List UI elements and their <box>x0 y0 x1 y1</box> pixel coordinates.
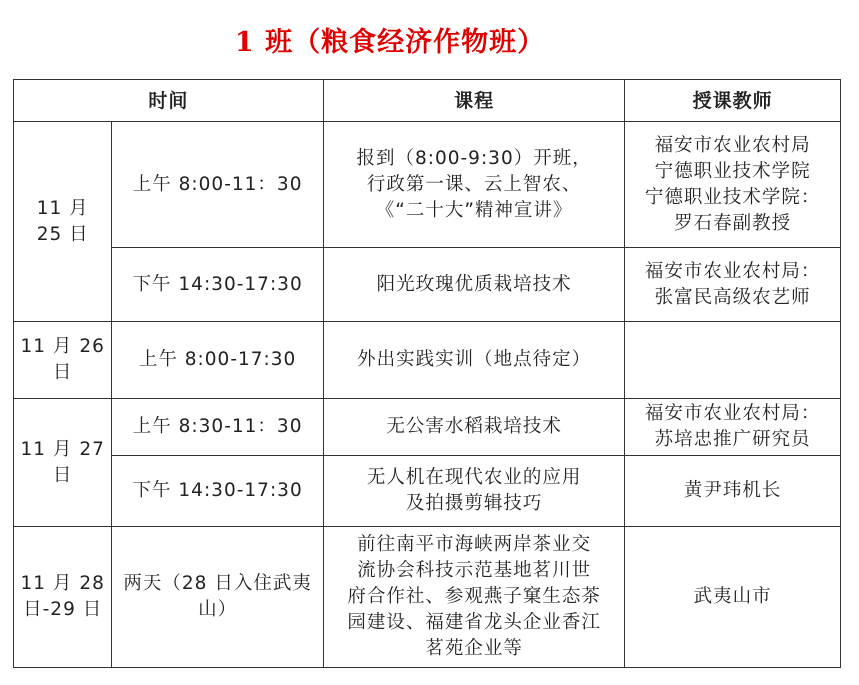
teacher-cell <box>625 527 841 668</box>
cell-line: 行政第一课、云上智农、 <box>366 173 582 195</box>
time-cell: 上午 8:30-11：30 <box>112 399 323 456</box>
header-time: 时间 <box>14 80 324 122</box>
time-text: 两天（28 日入住武夷山） <box>123 573 312 620</box>
cell-line: 及拍摄剪辑技巧 <box>405 493 543 514</box>
time-cell: 上午 8:00-17:30 <box>112 322 323 399</box>
cell-line: 茗苑企业等 <box>425 638 523 659</box>
teacher-cell <box>625 399 841 456</box>
date-text: 11 月 28 日-29 日 <box>20 573 105 620</box>
page-title: 1 班（粮食经济作物班） <box>234 27 546 58</box>
cell-line: 宁德职业技术学院： <box>644 186 821 208</box>
cell-line: 张富民高级农艺师 <box>654 286 811 308</box>
cell-line: 罗石春副教授 <box>674 212 792 234</box>
teacher-cell <box>625 248 841 322</box>
cell-line: 前往南平市海峡两岸茶业交 <box>357 534 592 555</box>
course-cell <box>323 322 624 399</box>
cell-line: 《“二十大”精神宣讲》 <box>375 199 573 221</box>
table-header-row <box>14 80 841 122</box>
teacher-cell <box>625 322 841 399</box>
cell-line: 报到（8:00-9:30）开班， <box>356 147 592 169</box>
cell-line: 无公害水稻栽培技术 <box>386 416 562 437</box>
date-text: 11 月 25 日 <box>36 197 89 245</box>
cell-line: 福安市农业农村局 <box>654 134 811 156</box>
table-row <box>14 456 841 527</box>
date-cell <box>14 122 112 322</box>
table-row <box>14 527 841 668</box>
course-cell <box>323 399 624 456</box>
cell-line: 福安市农业农村局： <box>644 260 821 282</box>
time-cell: 下午 14:30-17:30 <box>112 456 323 527</box>
date-text: 11 月 27 日 <box>20 438 105 486</box>
cell-line: 阳光玫瑰优质栽培技术 <box>376 273 572 295</box>
teacher-cell <box>625 456 841 527</box>
table-row <box>14 248 841 322</box>
time-cell: 上午 8:00-11：30 <box>112 122 323 248</box>
header-course: 课程 <box>323 80 624 122</box>
table-row <box>14 322 841 399</box>
course-cell <box>323 527 624 668</box>
teacher-cell <box>625 122 841 248</box>
course-cell <box>323 248 624 322</box>
cell-line: 黄尹玮机长 <box>683 480 782 501</box>
cell-line: 外出实践实训（地点待定） <box>357 349 592 370</box>
date-cell <box>14 527 112 668</box>
header-teacher: 授课教师 <box>625 80 841 122</box>
table-row <box>14 122 841 248</box>
course-cell <box>323 122 624 248</box>
table-row <box>14 399 841 456</box>
date-text: 11 月 26 日 <box>20 336 105 383</box>
cell-line: 苏培忠推广研究员 <box>654 429 811 450</box>
date-cell <box>14 322 112 399</box>
course-cell <box>323 456 624 527</box>
cell-line: 流协会科技示范基地茗川世 <box>357 560 592 581</box>
cell-line: 宁德职业技术学院 <box>654 160 811 182</box>
cell-line: 福安市农业农村局： <box>644 403 821 424</box>
cell-line: 武夷山市 <box>693 586 772 607</box>
time-cell <box>112 527 323 668</box>
cell-line: 府合作社、参观燕子窠生态茶 <box>347 586 601 607</box>
time-cell: 下午 14:30-17:30 <box>112 248 323 322</box>
cell-line: 园建设、福建省龙头企业香江 <box>347 612 601 633</box>
schedule-table <box>13 79 841 668</box>
cell-line: 无人机在现代农业的应用 <box>366 467 582 488</box>
date-cell <box>14 399 112 527</box>
